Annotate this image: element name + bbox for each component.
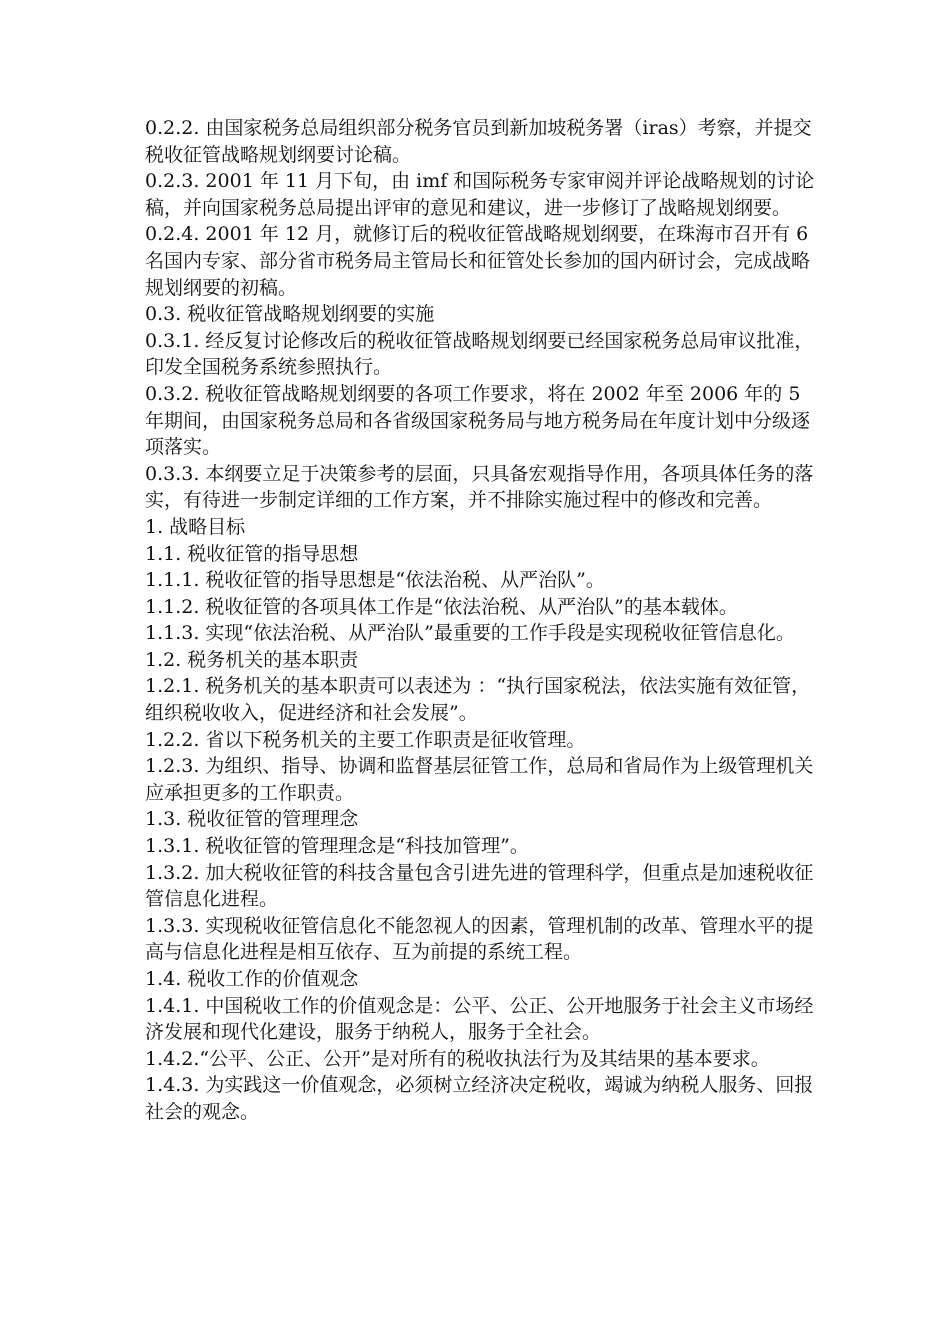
paragraph-1-4-3: 1.4.3. 为实践这一价值观念，必须树立经济决定税收，竭诚为纳税人服务、回报社会的观念。 [145,1074,814,1123]
paragraph-1-3-1: 1.3.1. 税收征管的管理理念是“科技加管理”。 [145,835,529,858]
heading-1-3: 1.3. 税收征管的管理理念 [145,808,359,831]
paragraph-1-2-3: 1.2.3. 为组织、指导、协调和监督基层征管工作，总局和省局作为上级管理机关应承担更多的工作职责。 [145,755,814,804]
paragraph-1-4-1: 1.4.1. 中国税收工作的价值观念是：公平、公正、公开地服务于社会主义市场经济发展和现代化建设，服务于纳税人，服务于全社会。 [145,994,814,1044]
heading-0-3: 0.3. 税收征管战略规划纲要的实施 [145,303,435,326]
document-body [145,115,815,1126]
paragraph-1-3-2: 1.3.2. 加大税收征管的科技含量包含引进先进的管理科学，但重点是加速税收征管信息化进程。 [145,861,814,911]
heading-1-2: 1.2. 税务机关的基本职责 [145,648,359,671]
heading-1: 1. 战略目标 [145,515,246,538]
paragraph-1-1-1: 1.1.1. 税收征管的指导思想是“依法治税、从严治队”。 [145,569,605,592]
paragraph-1-2-1: 1.2.1. 税务机关的基本职责可以表述为 ：“执行国家税法，依法实施有效征管，组织税收收入，促进经济和社会发展”。 [145,675,811,725]
paragraph-0-2-2: 0.2.2. 由国家税务总局组织部分税务官员到新加坡税务署（iras）考察，并提交税收征管战略规划纲要讨论稿。 [145,117,812,166]
paragraph-1-2-2: 1.2.2. 省以下税务机关的主要工作职责是征收管理。 [145,728,586,751]
heading-1-1: 1.1. 税收征管的指导思想 [145,542,359,565]
paragraph-0-3-1: 0.3.1. 经反复讨论修改后的税收征管战略规划纲要已经国家税务总局审议批准，印发全国税务系统参照执行。 [145,329,814,379]
paragraph-0-3-3: 0.3.3. 本纲要立足于决策参考的层面，只具备宏观指导作用，各项具体任务的落实，有待进一步制定详细的工作方案，并不排除实施过程中的修改和完善。 [145,462,814,512]
paragraph-0-3-2: 0.3.2. 税收征管战略规划纲要的各项工作要求，将在 2002 年至 2006 年的 5 年期间，由国家税务总局和各省级国家税务局与地方税务局在年度计划中分级逐项落实。 [145,382,811,459]
paragraph-1-4-2: 1.4.2.“公平、公正、公开”是对所有的税收执法行为及其结果的基本要求。 [145,1047,770,1070]
paragraph-0-2-4: 0.2.4. 2001 年 12 月，就修订后的税收征管战略规划纲要，在珠海市召开有 6 名国内专家、部分省市税务局主管局长和征管处长参加的国内研讨会，完成战略规划纲要的初稿。 [145,223,811,299]
paragraph-1-1-2: 1.1.2. 税收征管的各项具体工作是“依法治税、从严治队”的基本载体。 [145,595,738,618]
paragraph-1-3-3: 1.3.3. 实现税收征管信息化不能忽视人的因素，管理机制的改革、管理水平的提高与信息化进程是相互依存、互为前提的系统工程。 [145,914,814,964]
paragraph-1-1-3: 1.1.3. 实现“依法治税、从严治队”最重要的工作手段是实现税收征管信息化。 [145,622,795,645]
heading-1-4: 1.4. 税收工作的价值观念 [145,968,359,990]
paragraph-0-2-3: 0.2.3. 2001 年 11 月下旬，由 imf 和国际税务专家审阅并评论战略规划的讨论稿，并向国家税务总局提出评审的意见和建议，进一步修订了战略规划纲要。 [145,170,815,219]
